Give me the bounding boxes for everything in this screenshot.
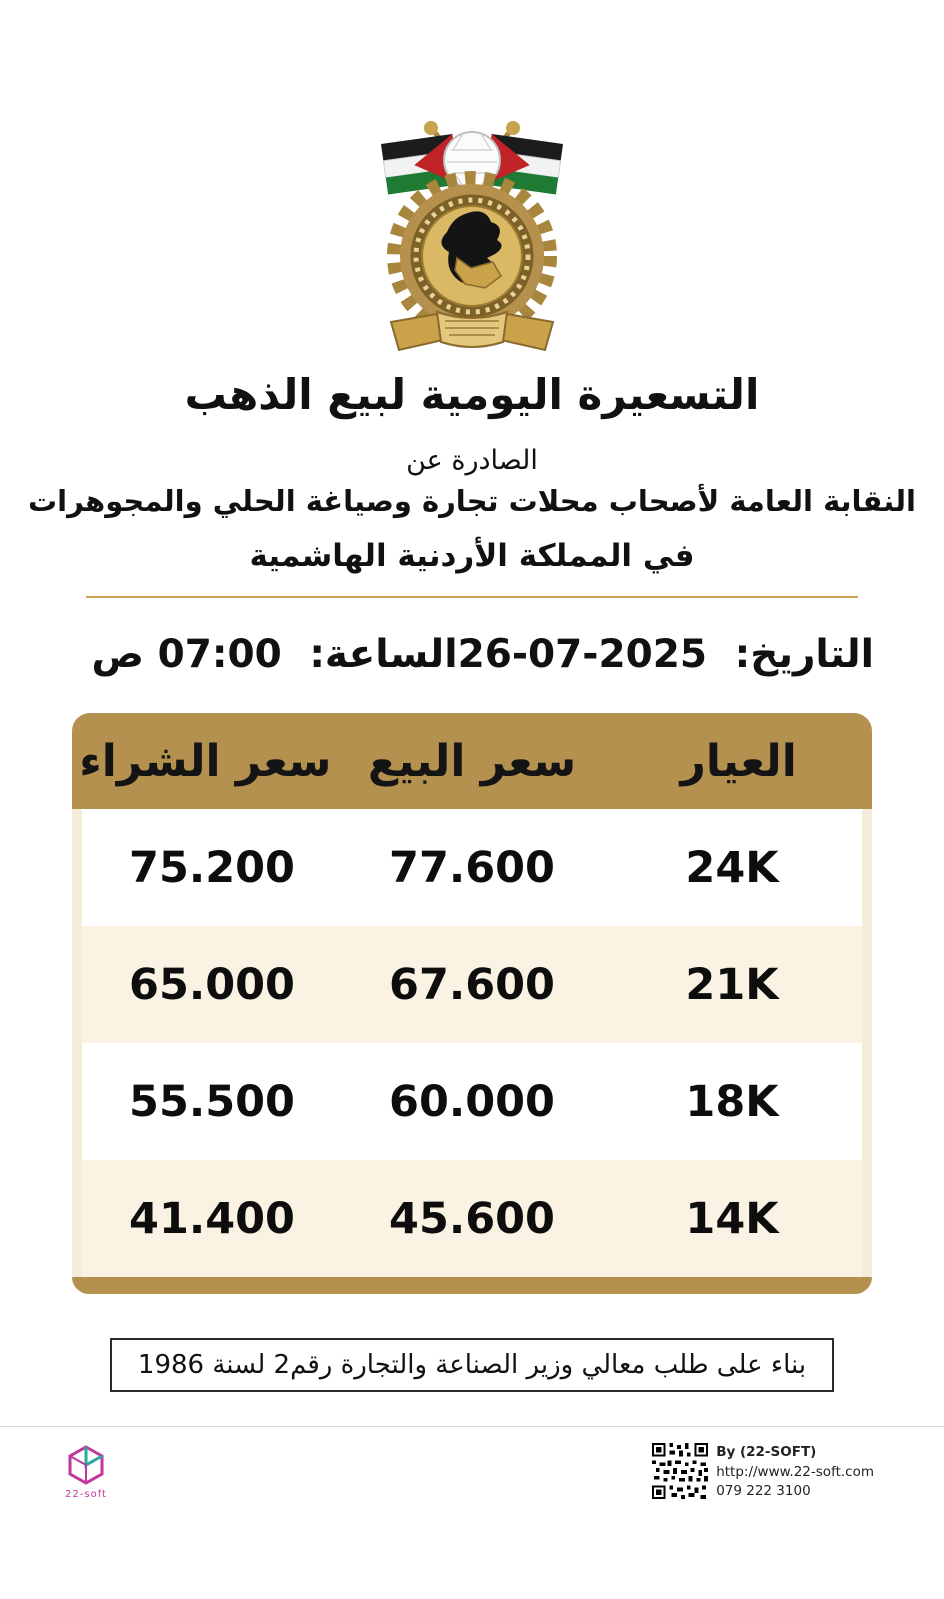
- sell-price-cell: 45.600: [389, 1193, 555, 1244]
- buy-price-cell: 55.500: [129, 1076, 295, 1127]
- legal-note: بناء على طلب معالي وزير الصناعة والتجارة رقم2 لسنة 1986: [110, 1338, 834, 1392]
- region-name: في المملكة الأردنية الهاشمية: [249, 538, 695, 574]
- buy-price-cell: 41.400: [129, 1193, 295, 1244]
- sell-price-cell: 60.000: [389, 1076, 555, 1127]
- gold-divider: [86, 596, 858, 598]
- date-label: التاريخ:: [734, 632, 874, 677]
- karat-cell: 24K: [685, 842, 779, 893]
- time-field: [92, 632, 458, 677]
- date-field: [458, 632, 874, 677]
- credit-url: http://www.22-soft.com: [716, 1463, 874, 1480]
- page-title: التسعيرة اليومية لبيع الذهب: [184, 370, 760, 419]
- header-karat: العيار: [680, 735, 797, 787]
- credit-block: [652, 1443, 874, 1502]
- footer: [0, 1427, 944, 1502]
- issued-by-label: الصادرة عن: [406, 445, 538, 476]
- credit-by: By (22-SOFT): [716, 1444, 817, 1460]
- table-row: [82, 926, 862, 1043]
- karat-cell: 21K: [685, 959, 779, 1010]
- time-value: 07:00 ص: [91, 632, 282, 677]
- sell-price-cell: 67.600: [389, 959, 555, 1010]
- datetime-row: [0, 632, 944, 677]
- header-sell-price: سعر البيع: [367, 735, 577, 787]
- credit-phone: 079 222 3100: [716, 1483, 811, 1500]
- table-body: [72, 809, 872, 1277]
- karat-cell: 18K: [685, 1076, 779, 1127]
- table-row: [82, 1160, 862, 1277]
- time-label: الساعة:: [309, 632, 458, 677]
- table-bottom-bar: [72, 1277, 872, 1294]
- organization-name: النقابة العامة لأصحاب محلات تجارة وصياغة الحلي والمجوهرات: [28, 484, 916, 518]
- sell-price-cell: 77.600: [389, 842, 555, 893]
- buy-price-cell: 65.000: [129, 959, 295, 1010]
- buy-price-cell: 75.200: [129, 842, 295, 893]
- cube-logo-icon: [64, 1443, 108, 1487]
- vendor-logo: [64, 1443, 108, 1500]
- qr-code-icon: [652, 1443, 708, 1499]
- table-header-row: [72, 713, 872, 809]
- credit-text: [716, 1443, 874, 1502]
- gold-price-table: [72, 713, 872, 1294]
- note-wrap: [0, 1338, 944, 1392]
- syndicate-emblem-icon: [353, 118, 591, 360]
- date-value: 26-07-2025: [457, 632, 708, 677]
- table-row: [82, 809, 862, 926]
- karat-cell: 14K: [685, 1193, 779, 1244]
- syndicate-logo: [0, 0, 944, 360]
- table-row: [82, 1043, 862, 1160]
- header-buy-price: سعر الشراء: [79, 735, 332, 787]
- vendor-name: 22-soft: [65, 1489, 107, 1500]
